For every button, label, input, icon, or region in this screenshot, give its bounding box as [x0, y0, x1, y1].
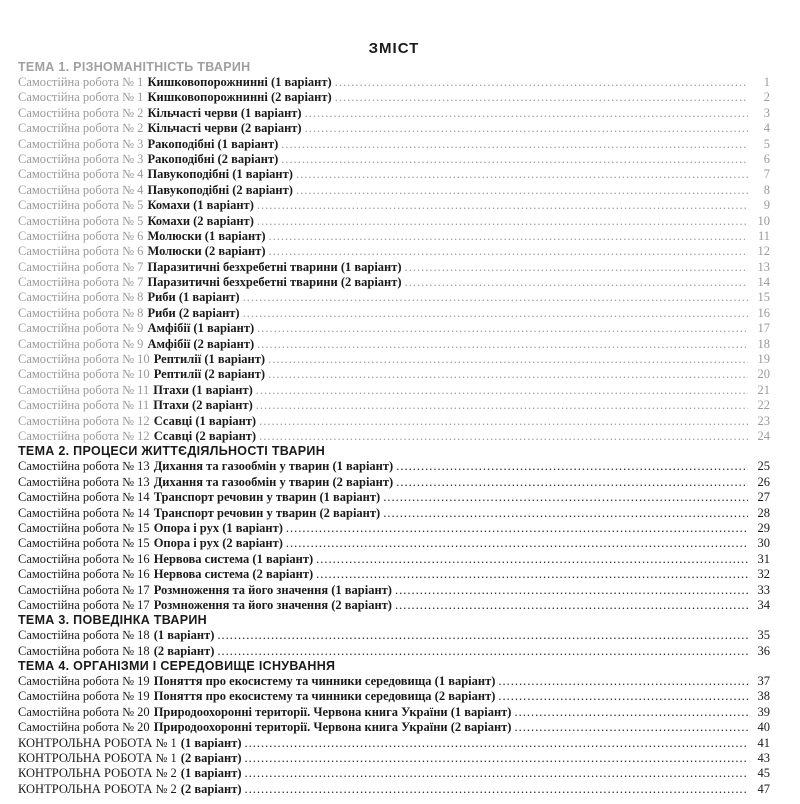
dot-leader	[243, 290, 748, 305]
toc-entry-topic: Ракоподібні (2 варіант)	[147, 151, 279, 166]
toc-entry[interactable]	[18, 490, 770, 505]
dot-leader	[256, 398, 748, 413]
toc-page-number: 19	[757, 352, 770, 367]
dot-leader	[269, 244, 748, 259]
dot-leader	[281, 152, 748, 167]
toc-entry[interactable]	[18, 475, 770, 490]
dot-leader	[405, 260, 748, 275]
toc-entry-topic: Нервова система (1 варіант)	[153, 551, 314, 566]
toc-entry-prefix: Самостійна робота № 11	[18, 382, 150, 397]
dot-leader	[245, 751, 749, 766]
toc-entry-prefix: Самостійна робота № 18	[18, 643, 150, 658]
toc-entry-topic: (2 варіант)	[180, 781, 242, 796]
dot-leader	[514, 720, 748, 735]
dot-leader	[286, 521, 748, 536]
toc-entry-prefix: КОНТРОЛЬНА РОБОТА № 2	[18, 781, 177, 796]
toc-entry-topic: Амфібії (2 варіант)	[147, 336, 255, 351]
toc-entry-prefix: Самостійна робота № 7	[18, 259, 144, 274]
toc-page-number: 18	[757, 336, 770, 351]
dot-leader	[257, 198, 748, 213]
toc-entry[interactable]	[18, 352, 770, 367]
dot-leader	[268, 367, 748, 382]
toc-entry[interactable]	[18, 567, 770, 582]
toc-entry-topic: Транспорт речовин у тварин (2 варіант)	[153, 505, 381, 520]
toc-entry[interactable]	[18, 260, 770, 275]
toc-entry[interactable]	[18, 782, 770, 797]
toc-entry[interactable]	[18, 398, 770, 413]
toc-entry-topic: Павукоподібні (1 варіант)	[147, 167, 293, 182]
toc-page-number: 20	[757, 367, 770, 382]
toc-entry-topic: Транспорт речовин у тварин (1 варіант)	[153, 490, 381, 505]
dot-leader	[243, 306, 748, 321]
toc-page-number: 16	[757, 305, 770, 320]
dot-leader	[268, 352, 748, 367]
dot-leader	[396, 459, 748, 474]
toc-entry[interactable]	[18, 137, 770, 152]
dot-leader	[286, 536, 748, 551]
toc-entry-prefix: Самостійна робота № 5	[18, 198, 144, 213]
toc-entry-topic: (2 варіант)	[180, 751, 242, 766]
toc-entry-topic: Нервова система (2 варіант)	[153, 567, 314, 582]
toc-entry-prefix: Самостійна робота № 18	[18, 628, 150, 643]
toc-page-number: 1	[763, 75, 770, 89]
dot-leader	[259, 414, 748, 429]
toc-entry-topic: Кишковопорожнинні (1 варіант)	[147, 75, 332, 89]
toc-entry-topic: Риби (2 варіант)	[147, 305, 240, 320]
toc-page-number: 23	[757, 413, 770, 428]
toc-entry[interactable]	[18, 75, 770, 90]
toc-page-number: 13	[757, 259, 770, 274]
dot-leader	[296, 167, 748, 182]
toc-page-number: 27	[757, 490, 770, 505]
toc-entry-topic: Паразитичні безхребетні тварини (2 варіант)	[147, 275, 402, 290]
toc-entry-prefix: Самостійна робота № 16	[18, 567, 150, 582]
dot-leader	[245, 782, 749, 797]
toc-entry[interactable]	[18, 106, 770, 121]
toc-page-number: 25	[757, 459, 770, 474]
toc-entry-topic: Поняття про екосистему та чинники середовища (1 варіант)	[153, 674, 496, 689]
toc-entry[interactable]	[18, 275, 770, 290]
toc-entry-topic: Кишковопорожнинні (2 варіант)	[147, 90, 332, 105]
toc-entry[interactable]	[18, 121, 770, 136]
toc-entry[interactable]	[18, 628, 770, 643]
toc-entry-topic: Рептилії (1 варіант)	[153, 352, 266, 367]
toc-entry-topic: Риби (1 варіант)	[147, 290, 240, 305]
toc-entry-topic: (1 варіант)	[153, 628, 215, 643]
toc-page-number: 5	[763, 136, 770, 151]
toc-entry-prefix: Самостійна робота № 9	[18, 321, 144, 336]
toc-entry-prefix: Самостійна робота № 16	[18, 551, 150, 566]
toc-page-number: 11	[757, 228, 770, 243]
toc-entry[interactable]	[18, 306, 770, 321]
toc-entry[interactable]	[18, 90, 770, 105]
dot-leader	[305, 106, 748, 121]
dot-leader	[245, 736, 749, 751]
toc-entry-topic: (1 варіант)	[180, 766, 242, 781]
toc-page-number: 35	[757, 628, 770, 643]
toc-entry[interactable]	[18, 766, 770, 781]
dot-leader	[305, 121, 748, 136]
toc-page-number: 32	[757, 567, 770, 582]
toc-page-number: 36	[757, 643, 770, 658]
toc-entry-topic: Дихання та газообмін у тварин (2 варіант)	[153, 474, 394, 489]
toc-entry-topic: Птахи (2 варіант)	[153, 398, 253, 413]
toc-entry[interactable]	[18, 459, 770, 474]
toc-entry[interactable]	[18, 414, 770, 429]
dot-leader	[257, 321, 748, 336]
toc-entry[interactable]	[18, 183, 770, 198]
toc-entry-prefix: Самостійна робота № 15	[18, 520, 150, 535]
toc-entry-prefix: Самостійна робота № 6	[18, 228, 144, 243]
toc-entry-prefix: Самостійна робота № 3	[18, 151, 144, 166]
toc-entry-topic: Ссавці (1 варіант)	[153, 413, 257, 428]
toc-entry[interactable]	[18, 214, 770, 229]
toc-entry-prefix: Самостійна робота № 14	[18, 505, 150, 520]
toc-entry[interactable]	[18, 689, 770, 704]
toc-page-number: 21	[757, 382, 770, 397]
toc-entry-prefix: Самостійна робота № 5	[18, 213, 144, 228]
dot-leader	[257, 337, 748, 352]
toc-page-number: 14	[757, 275, 770, 290]
section-heading: ТЕМА 4. ОРГАНІЗМИ І СЕРЕДОВИЩЕ ІСНУВАННЯ	[18, 659, 336, 674]
toc-entry[interactable]	[18, 720, 770, 735]
toc-entry-topic: Розмноження та його значення (2 варіант)	[153, 597, 392, 612]
toc-entry-prefix: Самостійна робота № 14	[18, 490, 150, 505]
toc-page-number: 34	[757, 597, 770, 612]
toc-entry-topic: (1 варіант)	[180, 735, 242, 750]
toc-entry-topic: Природоохоронні території. Червона книга України (1 варіант)	[153, 704, 512, 719]
toc-entry-prefix: КОНТРОЛЬНА РОБОТА № 1	[18, 735, 177, 750]
toc-page-number: 9	[763, 198, 770, 213]
toc-entry[interactable]	[18, 367, 770, 382]
page-title: ЗМІСТ	[368, 40, 420, 57]
dot-leader	[383, 490, 748, 505]
toc-entry[interactable]	[18, 552, 770, 567]
dot-leader	[383, 506, 748, 521]
dot-leader	[217, 628, 748, 643]
dot-leader	[259, 429, 748, 444]
dot-leader	[316, 552, 748, 567]
toc-entry-prefix: Самостійна робота № 7	[18, 275, 144, 290]
toc-page-number: 28	[757, 505, 770, 520]
section-heading: ТЕМА 2. ПРОЦЕСИ ЖИТТЄДІЯЛЬНОСТІ ТВАРИН	[18, 444, 326, 459]
dot-leader	[498, 689, 748, 704]
toc-entry-topic: Ракоподібні (1 варіант)	[147, 136, 279, 151]
section-heading: ТЕМА 3. ПОВЕДІНКА ТВАРИН	[18, 613, 208, 628]
toc-entry-prefix: Самостійна робота № 12	[18, 428, 150, 443]
toc-entry-prefix: КОНТРОЛЬНА РОБОТА № 2	[18, 766, 177, 781]
toc-entry-topic: Природоохоронні території. Червона книга України (2 варіант)	[153, 720, 512, 735]
toc-entry-prefix: Самостійна робота № 4	[18, 182, 144, 197]
toc-entry-topic: Амфібії (1 варіант)	[147, 321, 255, 336]
toc-entry[interactable]	[18, 598, 770, 613]
toc-page-number: 2	[763, 90, 770, 105]
dot-leader	[395, 598, 748, 613]
toc-entry[interactable]	[18, 198, 770, 213]
toc-entry[interactable]	[18, 736, 770, 751]
table-of-contents	[18, 60, 770, 797]
toc-entry-topic: Паразитичні безхребетні тварини (1 варіант)	[147, 259, 402, 274]
toc-entry-prefix: Самостійна робота № 10	[18, 352, 150, 367]
toc-entry-prefix: Самостійна робота № 6	[18, 244, 144, 259]
toc-entry-topic: Молюски (2 варіант)	[147, 244, 266, 259]
toc-page-number: 31	[757, 551, 770, 566]
toc-page-number: 29	[757, 520, 770, 535]
toc-page-number: 30	[757, 536, 770, 551]
toc-page-number: 15	[757, 290, 770, 305]
dot-leader	[217, 644, 748, 659]
toc-page-number: 45	[757, 766, 770, 781]
toc-page-number: 47	[757, 781, 770, 796]
toc-page-number: 8	[763, 182, 770, 197]
dot-leader	[296, 183, 748, 198]
toc-entry-prefix: Самостійна робота № 13	[18, 474, 150, 489]
toc-entry-prefix: Самостійна робота № 11	[18, 398, 150, 413]
toc-entry-prefix: Самостійна робота № 19	[18, 674, 150, 689]
toc-entry-prefix: Самостійна робота № 13	[18, 459, 150, 474]
toc-page-number: 33	[757, 582, 770, 597]
toc-page-number: 40	[757, 720, 770, 735]
dot-leader	[335, 90, 748, 105]
toc-entry-topic: Молюски (1 варіант)	[147, 228, 266, 243]
toc-entry-prefix: Самостійна робота № 12	[18, 413, 150, 428]
toc-entry[interactable]	[18, 383, 770, 398]
toc-entry-prefix: Самостійна робота № 9	[18, 336, 144, 351]
toc-entry-topic: Комахи (1 варіант)	[147, 198, 254, 213]
dot-leader	[257, 214, 748, 229]
dot-leader	[245, 766, 749, 781]
toc-entry-topic: Павукоподібні (2 варіант)	[147, 182, 293, 197]
toc-entry[interactable]	[18, 321, 770, 336]
toc-entry-topic: (2 варіант)	[153, 643, 215, 658]
toc-entry[interactable]	[18, 644, 770, 659]
toc-entry-prefix: Самостійна робота № 2	[18, 121, 144, 136]
toc-page-number: 24	[757, 428, 770, 443]
toc-page-number: 43	[757, 751, 770, 766]
toc-entry-topic: Ссавці (2 варіант)	[153, 428, 257, 443]
toc-page-number: 39	[757, 704, 770, 719]
toc-page-number: 6	[763, 151, 770, 166]
toc-entry-prefix: Самостійна робота № 19	[18, 689, 150, 704]
toc-entry-topic: Комахи (2 варіант)	[147, 213, 254, 228]
toc-entry[interactable]	[18, 674, 770, 689]
toc-page-number: 38	[757, 689, 770, 704]
dot-leader	[405, 275, 748, 290]
toc-entry[interactable]	[18, 536, 770, 551]
toc-page-number: 17	[757, 321, 770, 336]
toc-entry-topic: Опора і рух (2 варіант)	[153, 536, 283, 551]
toc-entry[interactable]	[18, 229, 770, 244]
toc-entry-prefix: Самостійна робота № 4	[18, 167, 144, 182]
toc-entry-prefix: Самостійна робота № 20	[18, 704, 150, 719]
toc-entry-prefix: Самостійна робота № 2	[18, 105, 144, 120]
toc-entry[interactable]	[18, 167, 770, 182]
toc-page-number: 4	[763, 121, 770, 136]
toc-entry[interactable]	[18, 751, 770, 766]
toc-entry-prefix: КОНТРОЛЬНА РОБОТА № 1	[18, 751, 177, 766]
toc-entry-prefix: Самостійна робота № 17	[18, 582, 150, 597]
toc-entry-topic: Розмноження та його значення (1 варіант)	[153, 582, 392, 597]
dot-leader	[281, 137, 748, 152]
toc-entry-topic: Поняття про екосистему та чинники середовища (2 варіант)	[153, 689, 496, 704]
toc-entry[interactable]	[18, 583, 770, 598]
toc-entry[interactable]	[18, 521, 770, 536]
dot-leader	[335, 75, 748, 90]
toc-entry-prefix: Самостійна робота № 15	[18, 536, 150, 551]
toc-page-number: 7	[763, 167, 770, 182]
toc-entry-topic: Рептилії (2 варіант)	[153, 367, 266, 382]
dot-leader	[256, 383, 748, 398]
toc-entry-prefix: Самостійна робота № 17	[18, 597, 150, 612]
toc-entry-topic: Кільчасті черви (2 варіант)	[147, 121, 302, 136]
section-heading: ТЕМА 1. РІЗНОМАНІТНІСТЬ ТВАРИН	[18, 60, 251, 74]
dot-leader	[316, 567, 748, 582]
dot-leader	[269, 229, 748, 244]
toc-entry-prefix: Самостійна робота № 8	[18, 305, 144, 320]
toc-entry[interactable]	[18, 429, 770, 444]
toc-entry-prefix: Самостійна робота № 1	[18, 90, 144, 105]
dot-leader	[396, 475, 748, 490]
dot-leader	[498, 674, 748, 689]
toc-entry-topic: Птахи (1 варіант)	[153, 382, 253, 397]
dot-leader	[514, 705, 748, 720]
toc-entry-prefix: Самостійна робота № 3	[18, 136, 144, 151]
toc-entry-topic: Кільчасті черви (1 варіант)	[147, 105, 302, 120]
toc-entry[interactable]	[18, 705, 770, 720]
toc-entry[interactable]	[18, 337, 770, 352]
toc-entry[interactable]	[18, 506, 770, 521]
toc-page-number: 41	[757, 735, 770, 750]
toc-page-number: 3	[763, 105, 770, 120]
toc-entry-prefix: Самостійна робота № 20	[18, 720, 150, 735]
toc-page-number: 26	[757, 474, 770, 489]
toc-entry-prefix: Самостійна робота № 8	[18, 290, 144, 305]
toc-page-number: 10	[757, 213, 770, 228]
toc-page-number: 22	[757, 398, 770, 413]
toc-entry-topic: Опора і рух (1 варіант)	[153, 520, 283, 535]
toc-entry[interactable]	[18, 244, 770, 259]
toc-entry-prefix: Самостійна робота № 10	[18, 367, 150, 382]
toc-entry-topic: Дихання та газообмін у тварин (1 варіант)	[153, 459, 394, 474]
toc-entry-prefix: Самостійна робота № 1	[18, 75, 144, 89]
dot-leader	[395, 583, 748, 598]
toc-page-number: 12	[757, 244, 770, 259]
toc-entry[interactable]	[18, 290, 770, 305]
toc-entry[interactable]	[18, 152, 770, 167]
toc-page-number: 37	[757, 674, 770, 689]
